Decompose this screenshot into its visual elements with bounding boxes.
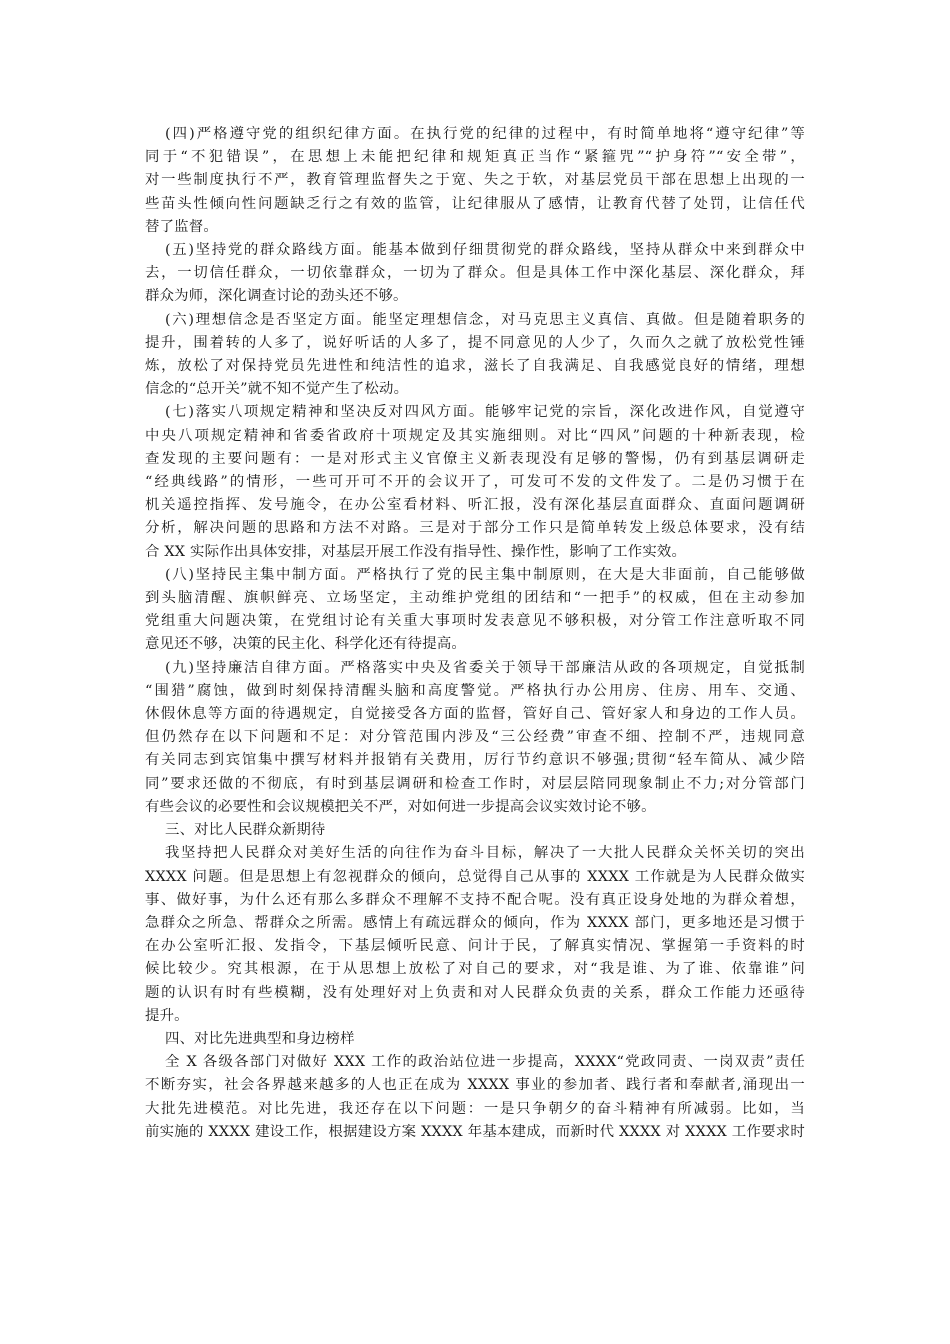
section-heading-4 [145, 1028, 805, 1051]
text-line: 同”要求还做的不彻底，有时到基层调研和检查工作时，对层层陪同现象制止不力;对分管部门 [145, 775, 805, 792]
text-line: 对一些制度执行不严，教育管理监督失之于宽、失之于软，对基层党员干部在思想上出现的一 [145, 172, 805, 189]
text-line: 信念的“总开关”就不知不觉产生了松动。 [145, 381, 409, 398]
text-line: 前实施的 XXXX 建设工作，根据建设方案 XXXX 年基本建成，而新时代 XXXX 对 XXXX 工作要求时 [145, 1123, 805, 1140]
text-line: 但仍然存在以下问题和不足：对分管范围内涉及“三公经费”审查不细、控制不严，违规同意 [145, 729, 805, 746]
text-line: 有些会议的必要性和会议规模把关不严，对如何进一步提高会议实效讨论不够。 [145, 798, 656, 815]
text-line: 候比较少。究其根源，在于从思想上放松了对自己的要求，对“我是谁、为了谁、依靠谁”问 [145, 961, 805, 978]
text-line: 查发现的主要问题有：一是对形式主义官僚主义新表现没有足够的警惕，仍有到基层调研走 [145, 450, 805, 467]
text-line: 意见还不够，决策的民主化、科学化还有待提高。 [145, 636, 466, 653]
text-line: 我坚持把人民群众对美好生活的向往作为奋斗目标，解决了一大批人民群众关怀关切的突出 [165, 845, 805, 862]
paragraph-eight-regulations [145, 401, 805, 563]
text-line: “经典线路”的情形，一些可开可不开的会议开了，可发可不发的文件发了。二是仍习惯于在 [145, 474, 805, 491]
text-line: XXXX 问题。但是思想上有忽视群众的倾向，总觉得自己从事的 XXXX 工作就是为人民群众做实 [145, 868, 805, 885]
text-line: 提升。 [145, 1007, 189, 1024]
section-heading: 三、对比人民群众新期待 [165, 822, 326, 839]
text-line: (八)坚持民主集中制方面。严格执行了党的民主集中制原则，在大是大非面前，自己能够做 [165, 566, 805, 583]
paragraph-organizational-discipline [145, 123, 805, 239]
text-line: 党组重大问题决策，在党组讨论有关重大事项时发表意见不够积极，对分管工作注意听取不同 [145, 613, 805, 630]
paragraph-integrity [145, 657, 805, 819]
text-line: 分析，解决问题的思路和方法不对路。三是对于部分工作只是简单转发上级总体要求，没有结 [145, 520, 805, 537]
text-line: 全 X 各级各部门对做好 XXX 工作的政治站位进一步提高，XXXX“党政同责、一岗双责”责任 [165, 1054, 805, 1071]
text-line: 题的认识有时有些模糊，没有处理好对上负责和对人民群众负责的关系，群众工作能力还亟待 [145, 984, 805, 1001]
paragraph-mass-line [145, 239, 805, 309]
text-line: “围猎”腐蚀，做到时刻保持清醒头脑和高度警觉。严格执行办公用房、住房、用车、交通、 [145, 682, 805, 699]
text-line: 大批先进模范。对比先进，我还存在以下问题：一是只争朝夕的奋斗精神有所减弱。比如，当 [145, 1100, 805, 1117]
text-line: 提升，围着转的人多了，说好听话的人多了，提不同意见的人少了，久而久之就了放松党性锤 [145, 334, 805, 351]
text-line: (五)坚持党的群众路线方面。能基本做到仔细贯彻党的群众路线，坚持从群众中来到群众中 [165, 242, 805, 259]
text-line: 机关遥控指挥、发号施令，在办公室看材料、听汇报，没有深化基层直面群众、直面问题调研 [145, 497, 805, 514]
document-page [145, 123, 805, 1144]
text-line: 群众为师，深化调查讨论的劲头还不够。 [145, 288, 408, 305]
paragraph-advanced-models [145, 1051, 805, 1144]
text-line: 炼，放松了对保持党员先进性和纯洁性的追求，滋长了自我满足、自我感觉良好的情绪，理想 [145, 358, 805, 375]
text-line: 到头脑清醒、旗帜鲜亮、立场坚定，主动维护党组的团结和“一把手”的权威，但在主动参加 [145, 590, 805, 607]
text-line: 合 XX 实际作出具体安排，对基层开展工作没有指导性、操作性，影响了工作实效。 [145, 543, 687, 560]
section-heading-3 [145, 819, 805, 842]
text-line: 在办公室听汇报、发指令，下基层倾听民意、问计于民，了解真实情况、掌握第一手资料的时 [145, 938, 805, 955]
text-line: 去，一切信任群众，一切依靠群众，一切为了群众。但是具体工作中深化基层、深化群众，拜 [145, 265, 805, 282]
text-line: 休假休息等方面的待遇规定，自觉接受各方面的监督，管好自己、管好家人和身边的工作人员。 [145, 706, 805, 723]
text-line: 替了监督。 [145, 218, 218, 235]
paragraph-people-expectations [145, 842, 805, 1028]
text-line: 中央八项规定精神和省委省政府十项规定及其实施细则。对比“四风”问题的十种新表现，检 [145, 427, 805, 444]
text-line: 些苗头性倾向性问题缺乏行之有效的监管，让纪律服从了感情，让教育代替了处罚，让信任代 [145, 195, 805, 212]
text-line: 急群众之所急、帮群众之所需。感情上有疏远群众的倾向，作为 XXXX 部门，更多地还是习惯于 [145, 914, 805, 931]
text-line: (七)落实八项规定精神和坚决反对四风方面。能够牢记党的宗旨，深化改进作风，自觉遵守 [165, 404, 805, 421]
paragraph-ideals-beliefs [145, 309, 805, 402]
text-line: 不断夯实，社会各界越来越多的人也正在成为 XXXX 事业的参加者、践行者和奉献者,涌现出一 [145, 1077, 805, 1094]
section-heading: 四、对比先进典型和身边榜样 [165, 1030, 355, 1047]
text-line: (四)严格遵守党的组织纪律方面。在执行党的纪律的过程中，有时简单地将“遵守纪律”等 [165, 126, 805, 142]
text-line: (六)理想信念是否坚定方面。能坚定理想信念，对马克思主义真信、真做。但是随着职务的 [165, 311, 805, 328]
text-line: 同于“不犯错误”，在思想上未能把纪律和规矩真正当作“紧箍咒”“护身符”“安全带”， [145, 149, 805, 166]
text-line: 有关同志到宾馆集中撰写材料并报销有关费用，厉行节约意识不够强;贯彻“轻车简从、减少陪 [145, 752, 805, 769]
text-line: (九)坚持廉洁自律方面。严格落实中央及省委关于领导干部廉洁从政的各项规定，自觉抵制 [165, 659, 805, 676]
text-line: 事、做好事，为什么还有那么多群众不理解不支持不配合呢。没有真正设身处地的为群众着想， [145, 891, 805, 908]
paragraph-democratic-centralism [145, 564, 805, 657]
